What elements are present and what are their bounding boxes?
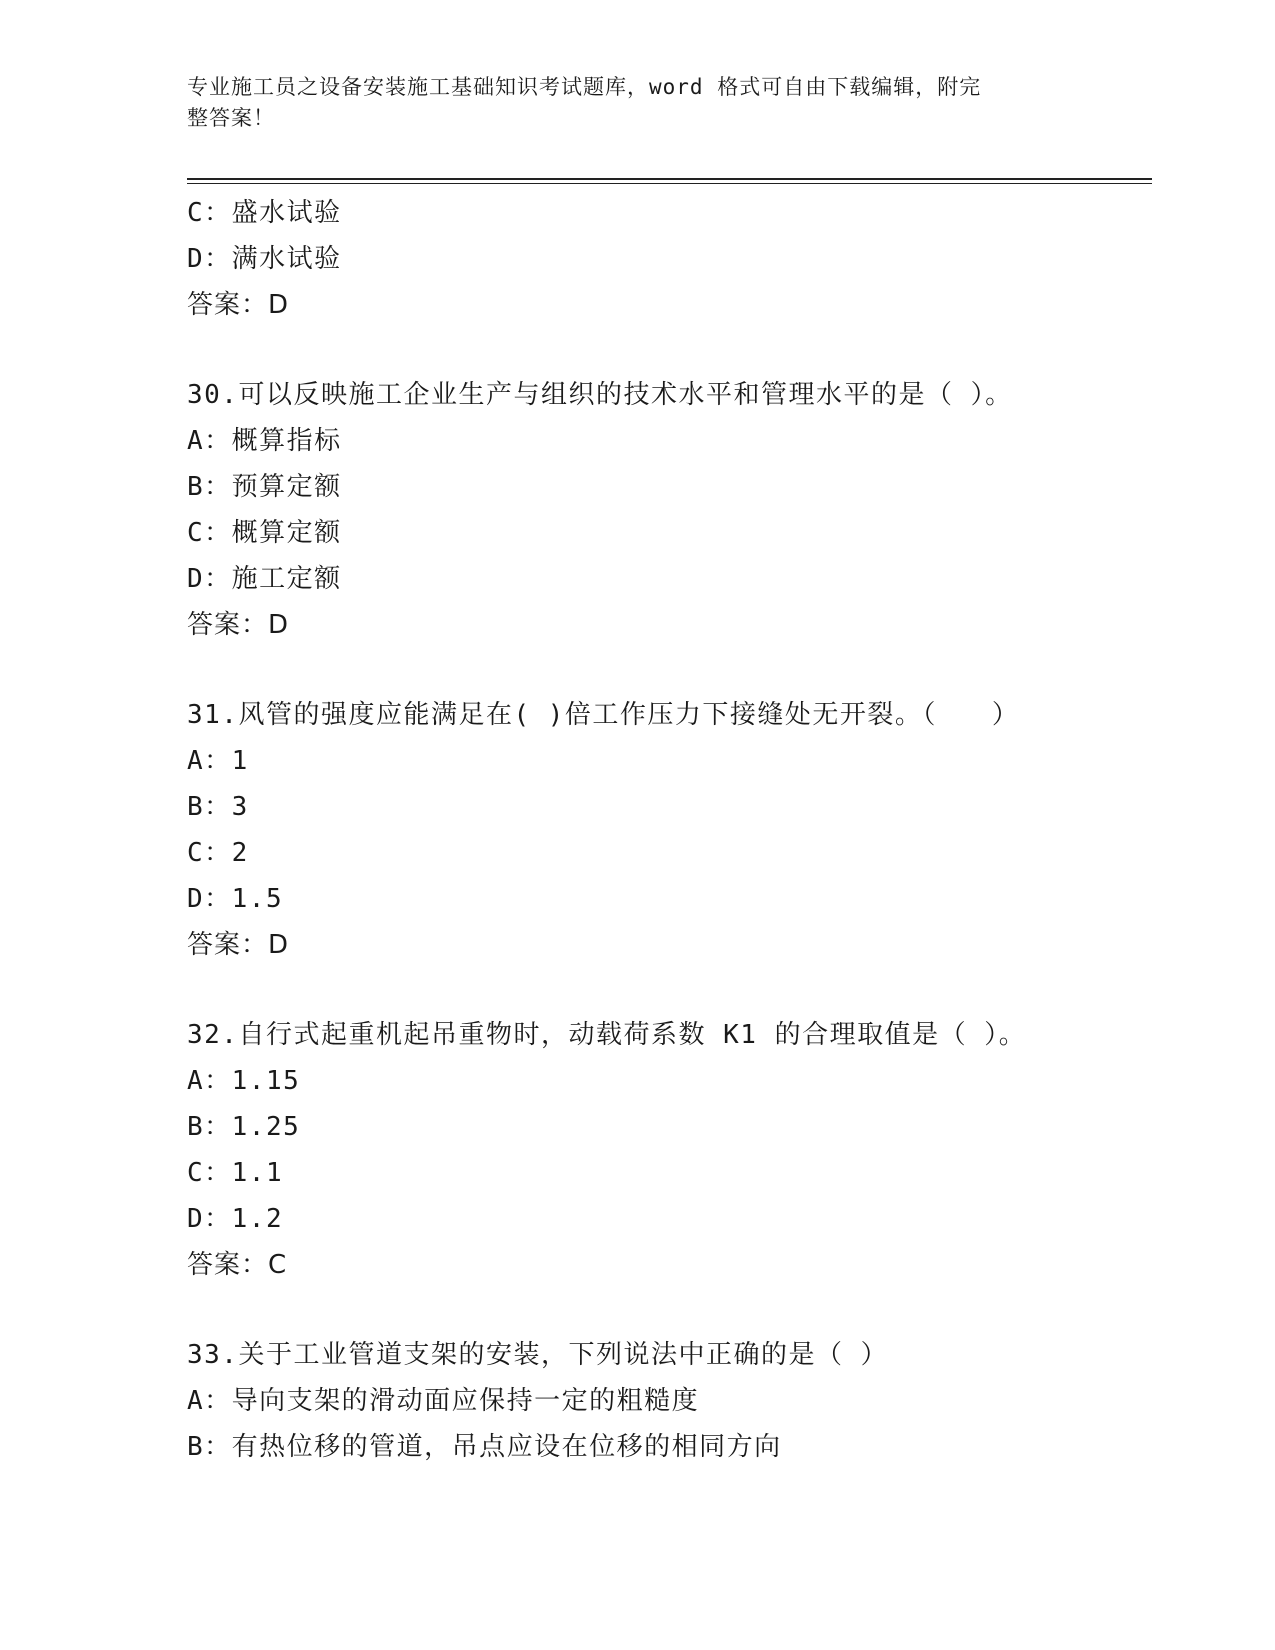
option-a: A：导向支架的滑动面应保持一定的粗糙度 <box>187 1386 700 1416</box>
option-c: C：盛水试验 <box>187 198 342 228</box>
question-32 <box>187 1012 1152 1288</box>
question-stem: 32.自行式起重机起吊重物时，动载荷系数 K1 的合理取值是（ ）。 <box>187 1020 1027 1050</box>
option-b: B：预算定额 <box>187 472 342 502</box>
header-divider-thick <box>187 178 1152 180</box>
answer-text: 答案：D <box>187 930 290 960</box>
option-c: C：2 <box>187 838 249 868</box>
question-stem: 31.风管的强度应能满足在( )倍工作压力下接缝处无开裂。（ ） <box>187 700 1020 730</box>
option-c: C：概算定额 <box>187 518 342 548</box>
answer-text: 答案：D <box>187 290 290 320</box>
header-divider-thin <box>187 183 1152 184</box>
question-29-continued <box>187 190 1152 328</box>
spacer <box>187 648 1152 692</box>
header-title-line-1: 专业施工员之设备安装施工基础知识考试题库，word 格式可自由下载编辑，附完 <box>187 75 982 99</box>
option-b: B：3 <box>187 792 249 822</box>
document-header <box>187 72 1067 134</box>
question-30 <box>187 372 1152 648</box>
spacer <box>187 968 1152 1012</box>
header-title-line-2: 整答案！ <box>187 106 275 130</box>
option-d: D：1.5 <box>187 884 284 914</box>
question-stem: 30.可以反映施工企业生产与组织的技术水平和管理水平的是（ ）。 <box>187 380 1013 410</box>
question-33 <box>187 1332 1152 1470</box>
question-31 <box>187 692 1152 968</box>
spacer <box>187 1288 1152 1332</box>
option-d: D：施工定额 <box>187 564 342 594</box>
question-stem: 33.关于工业管道支架的安装，下列说法中正确的是（ ） <box>187 1340 889 1370</box>
option-d: D：满水试验 <box>187 244 342 274</box>
option-c: C：1.1 <box>187 1158 284 1188</box>
answer-text: 答案：D <box>187 610 290 640</box>
spacer <box>187 328 1152 372</box>
option-a: A：1.15 <box>187 1066 301 1096</box>
answer-text: 答案：C <box>187 1250 288 1280</box>
option-b: B：1.25 <box>187 1112 301 1142</box>
option-d: D：1.2 <box>187 1204 284 1234</box>
option-a: A：1 <box>187 746 249 776</box>
option-a: A：概算指标 <box>187 426 342 456</box>
question-list <box>187 190 1152 1470</box>
option-b: B：有热位移的管道，吊点应设在位移的相同方向 <box>187 1432 782 1462</box>
